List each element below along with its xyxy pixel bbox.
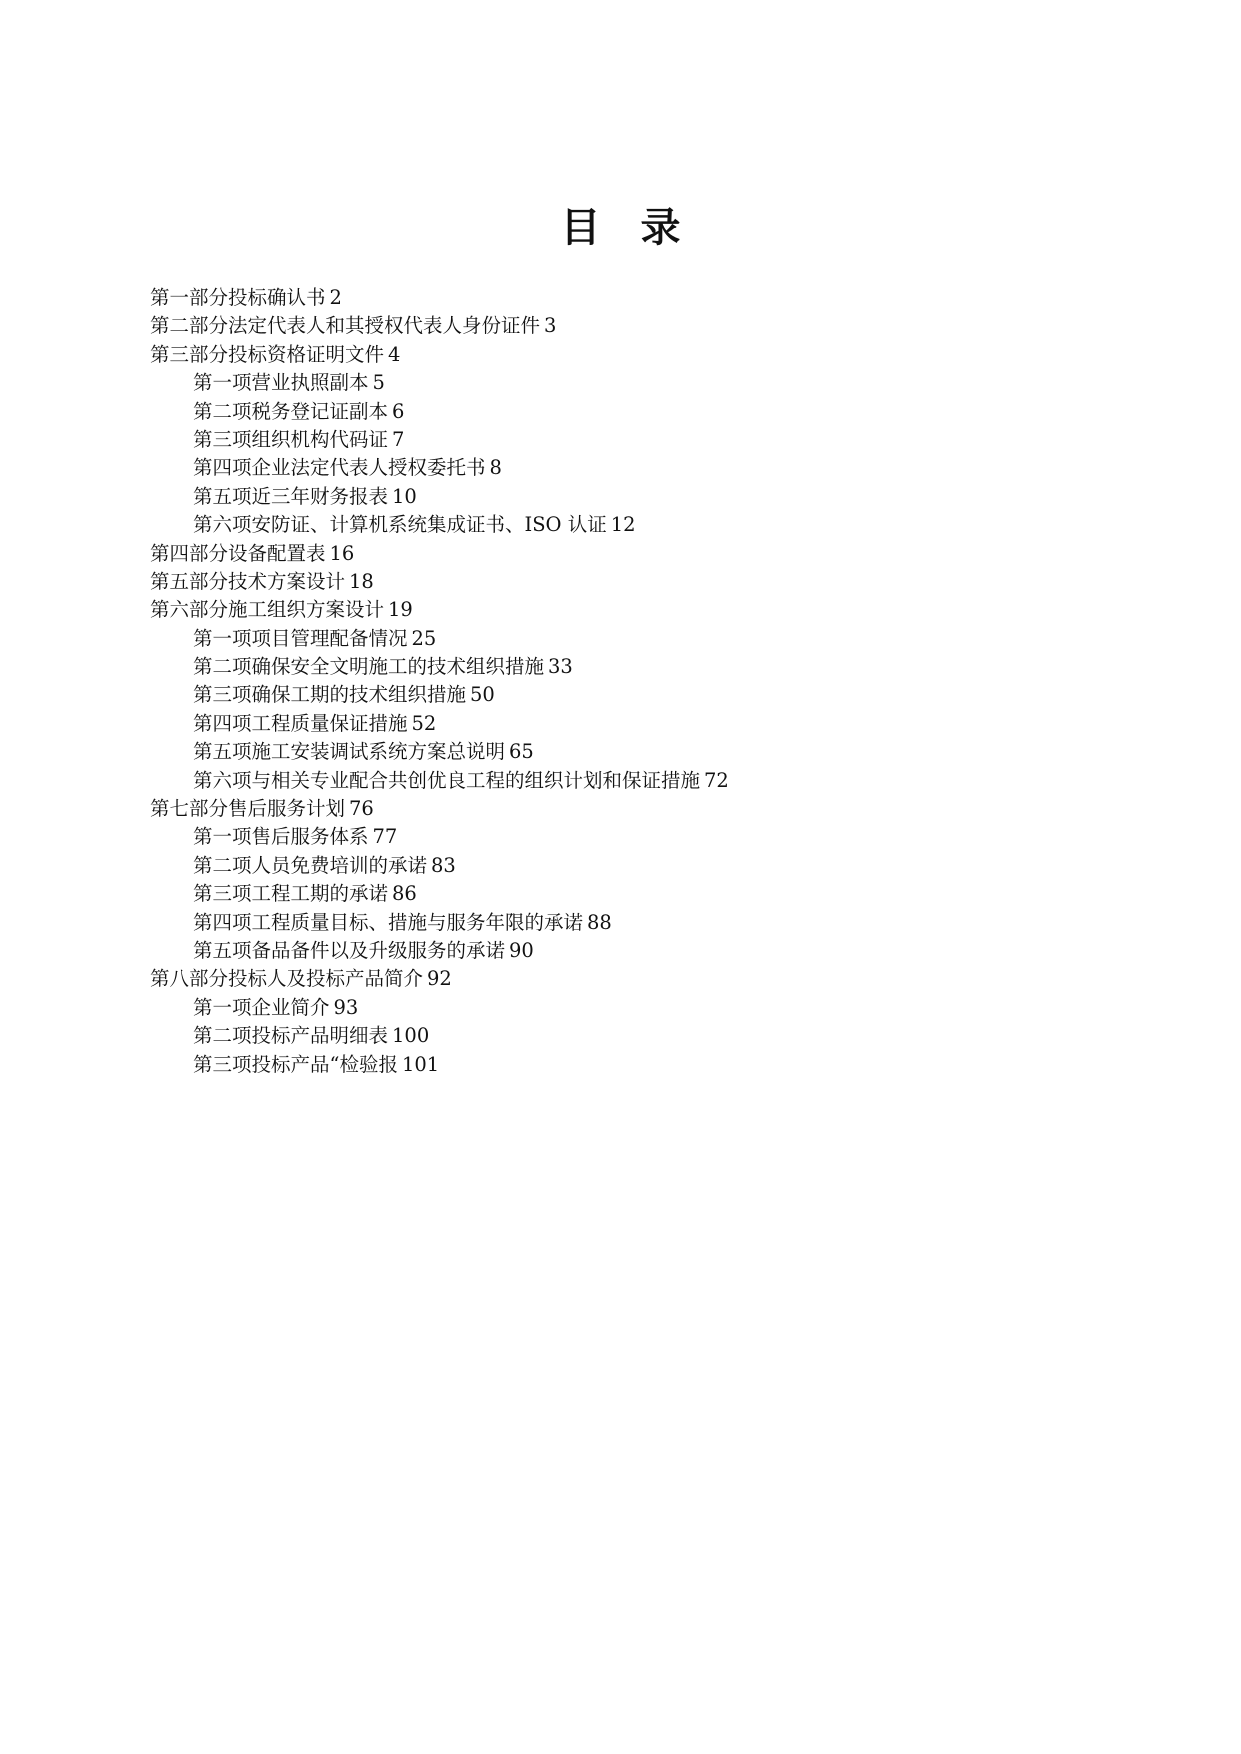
toc-entry[interactable]	[150, 880, 729, 908]
toc-entry[interactable]	[150, 483, 729, 511]
toc-entry[interactable]	[150, 426, 729, 454]
toc-entry[interactable]	[150, 398, 729, 426]
toc-entry[interactable]	[150, 369, 729, 397]
toc-entry-text: 第三项投标产品“检验报	[193, 1052, 398, 1076]
toc-page-number: 3	[544, 314, 557, 338]
toc-entry-text: 第六部分施工组织方案设计	[150, 598, 385, 622]
toc-entry-text: 第一项企业简介	[193, 995, 330, 1019]
toc-entry-text: 第五项施工安装调试系统方案总说明	[193, 740, 506, 764]
toc-entry-text: 第六项与相关专业配合共创优良工程的组织计划和保证措施	[193, 768, 701, 792]
toc-entry[interactable]	[150, 540, 729, 568]
toc-entry-text: 第五项近三年财务报表	[193, 484, 389, 508]
toc-page-number: 88	[587, 910, 612, 934]
toc-page-number: 5	[372, 371, 385, 395]
toc-page-number: 18	[349, 569, 374, 593]
toc-page-number: 33	[548, 655, 573, 679]
toc-entry-text: 第七部分售后服务计划	[150, 797, 346, 821]
toc-entry[interactable]	[150, 511, 729, 539]
toc-entry[interactable]	[150, 767, 729, 795]
toc-page-number: 2	[329, 286, 342, 309]
toc-entry[interactable]	[150, 937, 729, 965]
toc-page-number: 93	[333, 995, 359, 1019]
toc-page-number: 86	[392, 882, 417, 906]
toc-entry[interactable]	[150, 823, 729, 851]
toc-entry-text: 第五项备品备件以及升级服务的承诺	[193, 938, 506, 962]
toc-entry-text: 第二项确保安全文明施工的技术组织措施	[193, 655, 545, 679]
toc-entry-text: 第三项确保工期的技术组织措施	[193, 683, 467, 707]
toc-entry[interactable]	[150, 1022, 729, 1050]
toc-page-number: 12	[610, 513, 636, 537]
toc-entry[interactable]	[150, 454, 729, 482]
toc-page-number: 101	[401, 1052, 440, 1076]
toc-page-number: 8	[489, 456, 502, 480]
toc-entry[interactable]	[150, 681, 729, 709]
toc-entry[interactable]	[150, 653, 729, 681]
toc-entry[interactable]	[150, 738, 729, 766]
toc-page-number: 76	[349, 797, 374, 821]
toc-entry-text: 第一项营业执照副本	[193, 371, 369, 395]
toc-entry[interactable]	[150, 965, 729, 993]
toc-entry-text: 第一项项目管理配备情况	[193, 626, 408, 650]
toc-entry[interactable]	[150, 596, 729, 624]
toc-page-number: 100	[392, 1024, 430, 1048]
toc-entry[interactable]	[150, 341, 729, 369]
toc-page-number: 77	[372, 825, 398, 849]
toc-page-number: 4	[388, 342, 401, 366]
toc-page-number: 72	[704, 768, 729, 792]
toc-entry-text: 第五部分技术方案设计	[150, 569, 346, 593]
toc-entry[interactable]	[150, 909, 729, 937]
toc-entry-text: 第二项人员免费培训的承诺	[193, 853, 428, 877]
toc-page-number: 65	[509, 740, 534, 764]
toc-entry-text: 第二项投标产品明细表	[193, 1024, 389, 1048]
toc-entry-text: 第三项工程工期的承诺	[193, 882, 389, 906]
toc-page-number: 52	[411, 711, 437, 735]
toc-page-number: 92	[427, 967, 452, 991]
toc-entry-text: 第三项组织机构代码证	[193, 427, 389, 451]
toc-entry-text: 第三部分投标资格证明文件	[150, 342, 385, 366]
toc-list	[150, 284, 729, 1079]
toc-page-number: 83	[431, 853, 456, 877]
toc-page-number: 25	[411, 626, 437, 650]
toc-page-number: 50	[470, 683, 495, 707]
toc-entry-text: 第六项安防证、计算机系统集成证书、ISO 认证	[193, 513, 607, 537]
toc-entry-text: 第一部分投标确认书	[150, 286, 326, 309]
toc-entry-text: 第四项企业法定代表人授权委托书	[193, 456, 486, 480]
toc-entry-text: 第四部分设备配置表	[150, 541, 326, 565]
toc-entry-text: 第四项工程质量目标、措施与服务年限的承诺	[193, 910, 584, 934]
toc-entry-text: 第八部分投标人及投标产品简介	[150, 967, 424, 991]
toc-entry-text: 第四项工程质量保证措施	[193, 711, 408, 735]
toc-page-number: 19	[388, 598, 413, 622]
toc-entry[interactable]	[150, 852, 729, 880]
toc-entry-text: 第一项售后服务体系	[193, 825, 369, 849]
toc-entry[interactable]	[150, 795, 729, 823]
toc-entry[interactable]	[150, 710, 729, 738]
toc-entry[interactable]	[150, 568, 729, 596]
toc-entry[interactable]	[150, 994, 729, 1022]
toc-page-number: 16	[329, 541, 355, 565]
toc-entry-text: 第二部分法定代表人和其授权代表人身份证件	[150, 314, 541, 338]
toc-page-number: 10	[392, 484, 417, 508]
toc-entry-text: 第二项税务登记证副本	[193, 399, 389, 423]
toc-title: 目 录	[560, 205, 681, 251]
toc-entry[interactable]	[150, 1051, 729, 1079]
toc-entry[interactable]	[150, 312, 729, 340]
toc-page-number: 7	[392, 427, 405, 451]
toc-entry[interactable]	[150, 284, 729, 312]
toc-page-number: 90	[509, 938, 534, 962]
toc-page-number: 6	[392, 399, 405, 423]
toc-entry[interactable]	[150, 625, 729, 653]
